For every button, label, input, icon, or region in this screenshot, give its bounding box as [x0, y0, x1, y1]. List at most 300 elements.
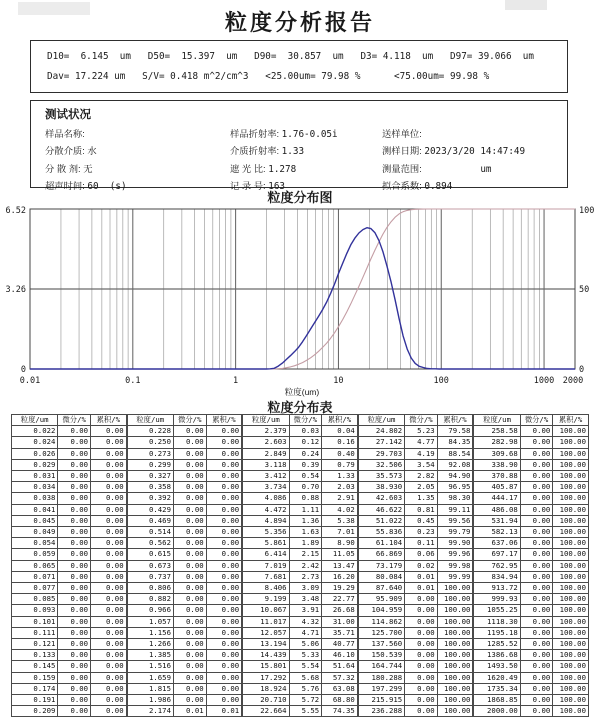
cum-cell: 100.00: [437, 594, 473, 605]
size-cell: 197.299: [358, 683, 404, 694]
cum-cell: 0.00: [206, 426, 242, 437]
diff-cell: 0.00: [520, 605, 552, 616]
diff-cell: 0.00: [173, 437, 206, 448]
diff-cell: 0.00: [173, 583, 206, 594]
status-field-value: 1.33: [281, 146, 305, 158]
size-cell: 11.017: [243, 616, 289, 627]
table-row: [474, 672, 589, 683]
cum-cell: 19.29: [322, 583, 358, 594]
size-cell: 4.086: [243, 493, 289, 504]
size-cell: 14.439: [243, 650, 289, 661]
table-row: [127, 459, 242, 470]
status-field: [382, 126, 561, 140]
y-right-tick-mid: 50: [579, 285, 590, 295]
cum-cell: 100.00: [553, 527, 589, 538]
cum-cell: 0.00: [206, 482, 242, 493]
cum-cell: 0.00: [91, 538, 127, 549]
diff-cell: 0.00: [58, 683, 91, 694]
table-row: [127, 482, 242, 493]
cum-cell: 0.00: [91, 504, 127, 515]
table-row: [12, 583, 127, 594]
diff-cell: 0.00: [58, 437, 91, 448]
size-cell: 0.029: [12, 459, 58, 470]
cum-cell: 100.00: [553, 594, 589, 605]
table-row: [243, 583, 358, 594]
table-row: [127, 527, 242, 538]
size-cell: 0.358: [127, 482, 173, 493]
diff-cell: 0.00: [520, 571, 552, 582]
y-left-tick-top: 6.52: [5, 206, 26, 216]
cum-cell: 100.00: [553, 471, 589, 482]
cum-cell: 100.00: [553, 661, 589, 672]
cum-cell: 0.00: [206, 459, 242, 470]
cum-cell: 0.16: [322, 437, 358, 448]
diff-cell: 0.00: [405, 605, 437, 616]
table-row: [12, 661, 127, 672]
size-cell: 0.562: [127, 538, 173, 549]
cum-cell: 7.01: [322, 527, 358, 538]
diff-cell: 0.00: [520, 549, 552, 560]
table-row: [243, 706, 358, 717]
status-field: [45, 126, 230, 140]
cum-cell: 16.20: [322, 571, 358, 582]
diff-cell: 0.01: [405, 583, 437, 594]
table-row: [243, 605, 358, 616]
cum-cell: 0.00: [91, 459, 127, 470]
size-cell: 0.026: [12, 448, 58, 459]
cum-cell: 100.00: [437, 639, 473, 650]
table-row: [127, 538, 242, 549]
size-cell: 5.356: [243, 527, 289, 538]
table-row: [127, 695, 242, 706]
test-status-title: 测试状况: [45, 109, 91, 121]
cum-cell: 0.00: [206, 661, 242, 672]
cum-cell: 0.00: [206, 560, 242, 571]
cum-cell: 88.54: [437, 448, 473, 459]
diff-cell: 0.00: [520, 538, 552, 549]
table-row: [12, 459, 127, 470]
column-header: 微分/%: [520, 415, 552, 426]
size-cell: 0.392: [127, 493, 173, 504]
diff-cell: 0.00: [173, 504, 206, 515]
cum-cell: 100.00: [553, 538, 589, 549]
diff-cell: 0.00: [520, 426, 552, 437]
x-tick-2000: 2000: [562, 376, 584, 386]
size-cell: 0.133: [12, 650, 58, 661]
diff-cell: 1.89: [289, 538, 322, 549]
diff-cell: 0.00: [520, 437, 552, 448]
cum-cell: 0.00: [206, 605, 242, 616]
table-row: [474, 527, 589, 538]
table-row: [474, 616, 589, 627]
size-cell: 405.87: [474, 482, 520, 493]
cum-cell: 100.00: [437, 583, 473, 594]
diff-cell: 4.77: [405, 437, 437, 448]
table-row: [358, 504, 473, 515]
size-cell: 1.385: [127, 650, 173, 661]
size-cell: 0.469: [127, 515, 173, 526]
table-row: [243, 527, 358, 538]
diff-cell: 0.00: [173, 650, 206, 661]
size-cell: 29.703: [358, 448, 404, 459]
size-cell: 55.836: [358, 527, 404, 538]
column-header: 累积/%: [206, 415, 242, 426]
diff-cell: 4.32: [289, 616, 322, 627]
x-axis-label: 粒度(um): [284, 387, 320, 397]
size-cell: 0.209: [12, 706, 58, 717]
table-row: [358, 560, 473, 571]
table-row: [127, 515, 242, 526]
diff-cell: 0.00: [58, 448, 91, 459]
table-row: [358, 571, 473, 582]
table-row: [12, 706, 127, 717]
diff-cell: 0.00: [173, 538, 206, 549]
distribution-chart-svg: [0, 202, 600, 398]
table-row: [243, 627, 358, 638]
size-cell: 12.057: [243, 627, 289, 638]
diff-cell: 0.00: [520, 594, 552, 605]
table-row: [358, 471, 473, 482]
table-row: [12, 426, 127, 437]
status-field-value: um: [424, 163, 492, 175]
table-row: [12, 605, 127, 616]
cum-cell: 4.02: [322, 504, 358, 515]
status-field-label: 超声时间:: [45, 181, 88, 192]
table-row: [12, 639, 127, 650]
cum-cell: 0.00: [91, 594, 127, 605]
diff-cell: 1.63: [289, 527, 322, 538]
diff-cell: 0.00: [405, 650, 437, 661]
size-cell: 0.022: [12, 426, 58, 437]
size-cell: 1620.49: [474, 672, 520, 683]
diff-cell: 1.11: [289, 504, 322, 515]
status-field: [230, 143, 382, 157]
table-row: [12, 683, 127, 694]
table-row: [358, 650, 473, 661]
size-cell: 1.815: [127, 683, 173, 694]
diff-cell: 0.00: [58, 650, 91, 661]
diff-cell: 0.11: [405, 538, 437, 549]
table-row: [12, 695, 127, 706]
diff-cell: 0.23: [405, 527, 437, 538]
x-tick-1: 1: [233, 376, 239, 386]
table-row: [358, 482, 473, 493]
size-cell: 46.622: [358, 504, 404, 515]
diff-cell: 0.00: [173, 448, 206, 459]
y-left-tick-mid: 3.26: [5, 285, 26, 295]
status-field-label: 送样单位:: [382, 128, 425, 139]
summary-box: [30, 40, 568, 93]
table-row: [243, 538, 358, 549]
diff-cell: 0.00: [173, 616, 206, 627]
cum-cell: 0.00: [206, 672, 242, 683]
cum-cell: 2.91: [322, 493, 358, 504]
size-cell: 531.94: [474, 515, 520, 526]
chart-title: 粒度分布图: [267, 190, 333, 205]
size-cell: 61.104: [358, 538, 404, 549]
table-row: [474, 650, 589, 661]
table-row: [474, 583, 589, 594]
size-cell: 8.406: [243, 583, 289, 594]
cum-cell: 0.00: [206, 571, 242, 582]
diff-cell: 0.00: [58, 482, 91, 493]
distribution-table-group: [358, 414, 474, 717]
cum-cell: 100.00: [437, 683, 473, 694]
table-row: [474, 605, 589, 616]
status-field-label: 拟合系数:: [382, 181, 425, 192]
x-tick-0p1: 0.1: [125, 376, 141, 386]
x-tick-0p01: 0.01: [19, 376, 41, 386]
size-cell: 3.118: [243, 459, 289, 470]
size-cell: 51.022: [358, 515, 404, 526]
cum-cell: 0.00: [91, 695, 127, 706]
cum-cell: 100.00: [553, 426, 589, 437]
diff-cell: 0.00: [520, 683, 552, 694]
table-row: [358, 627, 473, 638]
column-header: 粒度/um: [127, 415, 173, 426]
status-field: [45, 161, 230, 175]
cum-cell: 100.00: [553, 560, 589, 571]
size-cell: 0.041: [12, 504, 58, 515]
x-tick-1000: 1000: [533, 376, 555, 386]
diff-cell: 0.03: [289, 426, 322, 437]
size-cell: 125.700: [358, 627, 404, 638]
cum-cell: 0.00: [206, 594, 242, 605]
cum-cell: 100.00: [437, 605, 473, 616]
size-cell: 38.930: [358, 482, 404, 493]
diff-cell: 0.00: [58, 672, 91, 683]
size-cell: 1.266: [127, 639, 173, 650]
column-header: 粒度/um: [12, 415, 58, 426]
column-header: 累积/%: [437, 415, 473, 426]
table-row: [127, 672, 242, 683]
cum-cell: 46.10: [322, 650, 358, 661]
diff-cell: 0.81: [405, 504, 437, 515]
diff-cell: 0.00: [58, 605, 91, 616]
status-field-value: 0.894: [424, 181, 453, 193]
cum-cell: 100.00: [553, 706, 589, 717]
size-cell: 215.915: [358, 695, 404, 706]
cum-cell: 0.00: [91, 650, 127, 661]
diff-cell: 0.00: [405, 706, 437, 717]
cum-cell: 0.04: [322, 426, 358, 437]
diff-cell: 0.00: [173, 639, 206, 650]
table-row: [243, 683, 358, 694]
cum-cell: 2.03: [322, 482, 358, 493]
size-cell: 0.045: [12, 515, 58, 526]
size-cell: 0.065: [12, 560, 58, 571]
diff-cell: 2.42: [289, 560, 322, 571]
diff-cell: 0.02: [405, 560, 437, 571]
table-row: [243, 549, 358, 560]
status-field-label: 测样日期:: [382, 146, 425, 157]
cum-cell: 0.00: [206, 695, 242, 706]
x-tick-100: 100: [433, 376, 449, 386]
table-row: [474, 538, 589, 549]
column-header: 微分/%: [173, 415, 206, 426]
status-field-value: 水: [87, 146, 97, 158]
cum-cell: 13.47: [322, 560, 358, 571]
diff-cell: 5.55: [289, 706, 322, 717]
cum-cell: 0.00: [206, 448, 242, 459]
header-row: [358, 415, 473, 426]
table-row: [12, 672, 127, 683]
size-cell: 0.071: [12, 571, 58, 582]
table-row: [474, 471, 589, 482]
cum-cell: 100.00: [437, 627, 473, 638]
cum-cell: 0.00: [91, 706, 127, 717]
table-row: [474, 560, 589, 571]
cum-cell: 100.00: [437, 616, 473, 627]
status-field: [45, 143, 230, 157]
size-cell: 66.869: [358, 549, 404, 560]
table-row: [243, 650, 358, 661]
table-row: [127, 594, 242, 605]
table-row: [243, 515, 358, 526]
diff-cell: 0.00: [520, 672, 552, 683]
differential-curve: [30, 228, 575, 369]
size-cell: 1868.85: [474, 695, 520, 706]
table-row: [474, 639, 589, 650]
diff-cell: 5.06: [289, 639, 322, 650]
table-row: [358, 549, 473, 560]
column-header: 粒度/um: [243, 415, 289, 426]
table-row: [127, 627, 242, 638]
diff-cell: 0.06: [405, 549, 437, 560]
size-cell: 282.98: [474, 437, 520, 448]
status-field-label: 样品名称:: [45, 128, 88, 139]
table-row: [243, 459, 358, 470]
table-row: [358, 459, 473, 470]
diff-cell: 0.00: [520, 706, 552, 717]
diff-cell: 0.01: [405, 571, 437, 582]
diff-cell: 0.00: [405, 661, 437, 672]
table-row: [358, 583, 473, 594]
cum-cell: 0.00: [91, 471, 127, 482]
diff-cell: 3.09: [289, 583, 322, 594]
cum-cell: 99.99: [437, 571, 473, 582]
size-cell: 0.111: [12, 627, 58, 638]
table-row: [243, 616, 358, 627]
cum-cell: 99.96: [437, 549, 473, 560]
cum-cell: 0.00: [91, 683, 127, 694]
diff-cell: 4.71: [289, 627, 322, 638]
size-cell: 0.038: [12, 493, 58, 504]
size-cell: 0.882: [127, 594, 173, 605]
size-cell: 0.101: [12, 616, 58, 627]
diff-cell: 0.00: [58, 695, 91, 706]
table-row: [474, 504, 589, 515]
cum-cell: 0.00: [206, 493, 242, 504]
diff-cell: 5.33: [289, 650, 322, 661]
cum-cell: 1.33: [322, 471, 358, 482]
size-cell: 913.72: [474, 583, 520, 594]
diff-cell: 0.00: [520, 527, 552, 538]
diff-cell: 0.45: [405, 515, 437, 526]
size-cell: 0.031: [12, 471, 58, 482]
cum-cell: 100.00: [553, 571, 589, 582]
diff-cell: 0.00: [520, 493, 552, 504]
table-row: [12, 549, 127, 560]
size-cell: 1386.68: [474, 650, 520, 661]
header-row: [474, 415, 589, 426]
table-row: [243, 661, 358, 672]
size-cell: 697.17: [474, 549, 520, 560]
cum-cell: 31.00: [322, 616, 358, 627]
size-cell: 95.909: [358, 594, 404, 605]
cum-cell: 99.90: [437, 538, 473, 549]
table-row: [243, 560, 358, 571]
diff-cell: 0.00: [520, 504, 552, 515]
table-row: [358, 605, 473, 616]
cum-cell: 5.38: [322, 515, 358, 526]
table-row: [358, 437, 473, 448]
cum-cell: 100.00: [553, 448, 589, 459]
diff-cell: 0.00: [58, 627, 91, 638]
table-row: [243, 639, 358, 650]
diff-cell: 0.00: [58, 639, 91, 650]
cum-cell: 100.00: [553, 695, 589, 706]
diff-cell: 0.00: [520, 471, 552, 482]
diff-cell: 5.76: [289, 683, 322, 694]
table-row: [358, 515, 473, 526]
size-cell: 32.506: [358, 459, 404, 470]
diff-cell: 0.00: [58, 571, 91, 582]
distribution-table-group: [242, 414, 358, 717]
diff-cell: 0.00: [173, 549, 206, 560]
cum-cell: 40.77: [322, 639, 358, 650]
table-row: [358, 538, 473, 549]
size-cell: 0.145: [12, 661, 58, 672]
size-cell: 114.862: [358, 616, 404, 627]
size-cell: 1.156: [127, 627, 173, 638]
size-cell: 0.121: [12, 639, 58, 650]
diff-cell: 0.00: [173, 560, 206, 571]
table-row: [358, 527, 473, 538]
table-row: [12, 560, 127, 571]
table-row: [358, 672, 473, 683]
size-cell: 0.049: [12, 527, 58, 538]
diff-cell: 0.88: [289, 493, 322, 504]
table-row: [127, 549, 242, 560]
size-cell: 2.603: [243, 437, 289, 448]
size-cell: 0.174: [12, 683, 58, 694]
size-cell: 5.861: [243, 538, 289, 549]
size-cell: 338.90: [474, 459, 520, 470]
cum-cell: 0.00: [91, 661, 127, 672]
diff-cell: 0.00: [173, 672, 206, 683]
diff-cell: 0.00: [405, 639, 437, 650]
report-title: 粒度分析报告: [224, 10, 375, 35]
table-row: [474, 482, 589, 493]
cum-cell: 100.00: [437, 695, 473, 706]
diff-cell: 5.54: [289, 661, 322, 672]
cum-cell: 0.00: [91, 605, 127, 616]
status-field-value: 2023/3/20 14:47:49: [424, 146, 526, 158]
summary-line-2: Dav= 17.224 um S/V= 0.418 m^2/cm^3 <25.00um= 79.98 % <75.00um= 99.98 %: [47, 71, 490, 83]
size-cell: 1.057: [127, 616, 173, 627]
y-right-tick-top: 100: [579, 206, 595, 216]
size-cell: 18.924: [243, 683, 289, 694]
table-row: [12, 515, 127, 526]
diff-cell: 0.00: [58, 504, 91, 515]
size-cell: 0.228: [127, 426, 173, 437]
size-cell: 0.159: [12, 672, 58, 683]
diff-cell: 0.00: [173, 695, 206, 706]
size-cell: 2.174: [127, 706, 173, 717]
table-row: [127, 661, 242, 672]
cum-cell: 0.00: [206, 504, 242, 515]
